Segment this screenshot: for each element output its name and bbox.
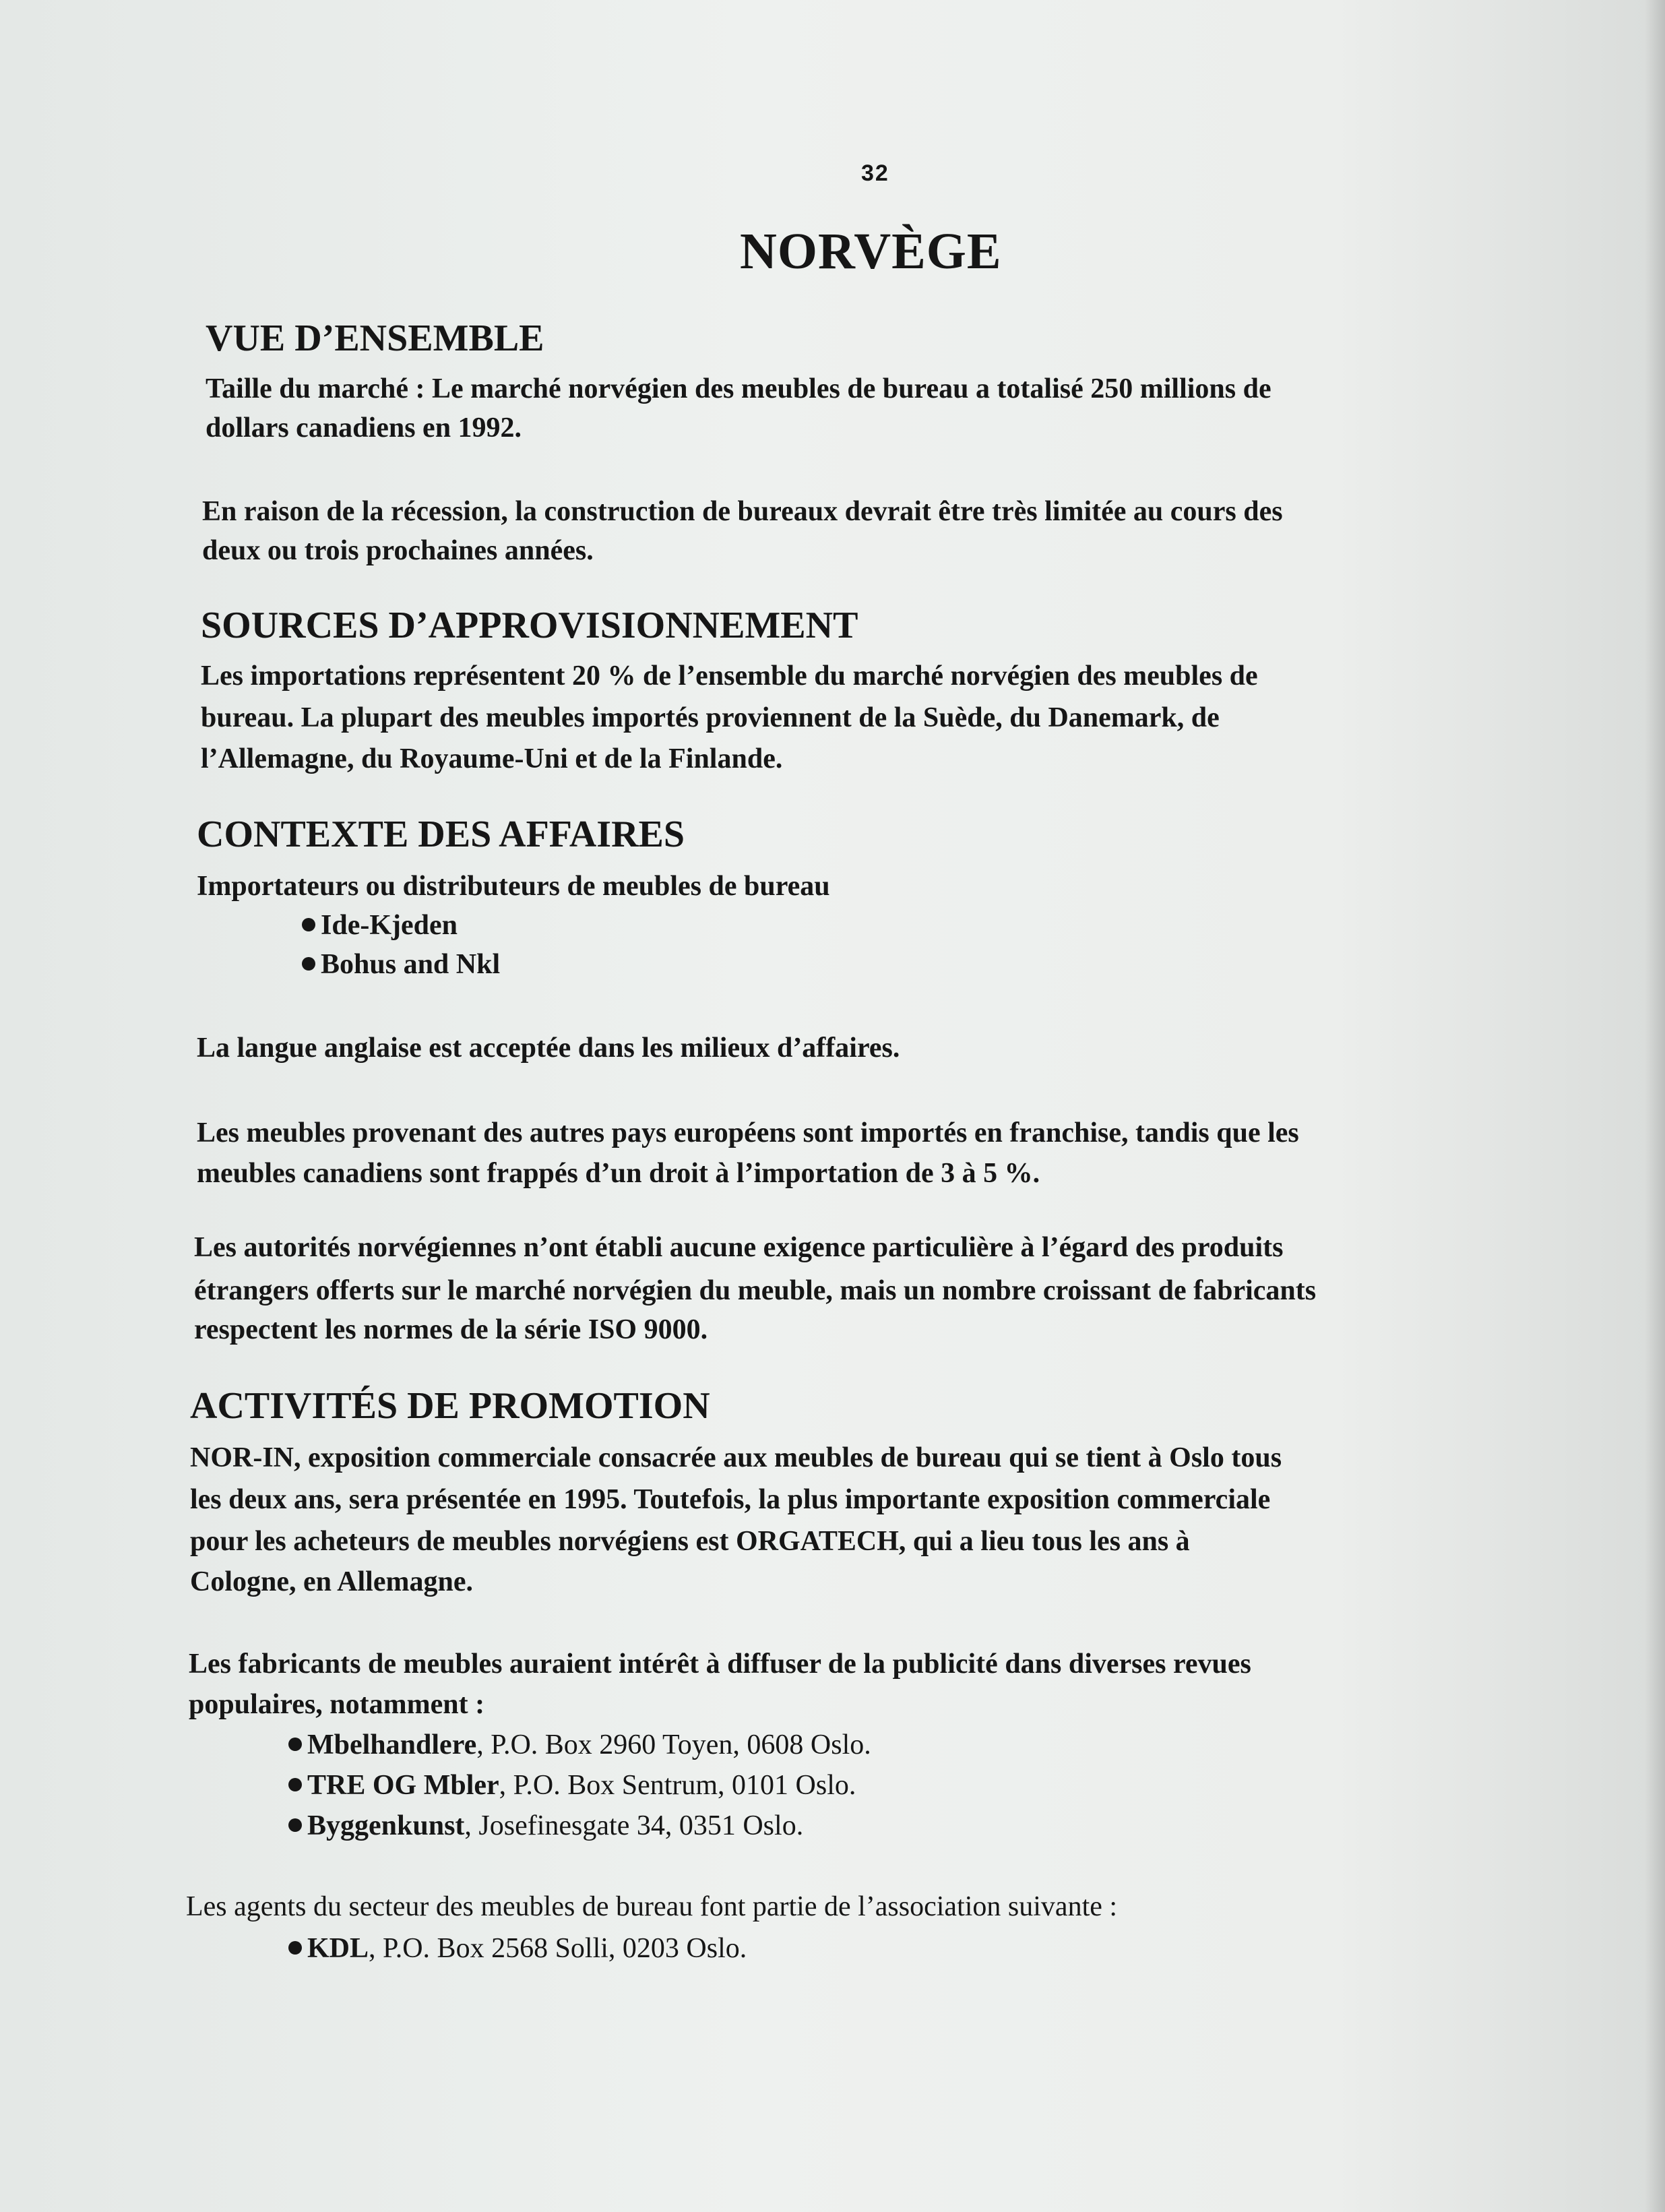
magazine-address: , P.O. Box 2960 Toyen, 0608 Oslo.: [476, 1729, 871, 1760]
association-name: KDL: [307, 1933, 369, 1964]
norms-paragraph-line: respectent les normes de la série ISO 9000.: [194, 1314, 708, 1345]
importer-list-item: [302, 945, 500, 984]
overview-paragraph-line: En raison de la récession, la construction de bureaux devrait être très limitée au cours des: [202, 496, 1283, 527]
magazine-address: , Josefinesgate 34, 0351 Oslo.: [464, 1810, 804, 1841]
overview-paragraph-line: dollars canadiens en 1992.: [206, 412, 522, 443]
importer-name: Bohus and Nkl: [321, 949, 501, 980]
agents-paragraph: Les agents du secteur des meubles de bureau font partie de l’association suivante :: [186, 1891, 1118, 1922]
magazine-list-item: [288, 1806, 803, 1845]
bullet-icon: [302, 957, 315, 971]
section-heading-business: CONTEXTE DES AFFAIRES: [197, 813, 685, 855]
language-paragraph: La langue anglaise est acceptée dans les milieux d’affaires.: [197, 1033, 900, 1064]
magazine-name: Mbelhandlere: [307, 1729, 477, 1760]
association-list-item: [288, 1929, 747, 1968]
section-heading-promotion: ACTIVITÉS DE PROMOTION: [190, 1385, 710, 1427]
promotion-paragraph-line: pour les acheteurs de meubles norvégiens est ORGATECH, qui a lieu tous les ans à: [190, 1526, 1190, 1557]
section-heading-supply: SOURCES D’APPROVISIONNEMENT: [201, 605, 858, 646]
magazine-name: TRE OG Mbler: [307, 1770, 499, 1801]
supply-paragraph-line: bureau. La plupart des meubles importés proviennent de la Suède, du Danemark, de: [201, 702, 1220, 733]
duty-paragraph-line: meubles canadiens sont frappés d’un droit à l’importation de 3 à 5 %.: [197, 1158, 1040, 1189]
bullet-icon: [288, 1818, 302, 1832]
magazine-list-item: [288, 1766, 856, 1805]
importers-subheading: Importateurs ou distributeurs de meubles de bureau: [197, 871, 830, 902]
magazine-name: Byggenkunst: [307, 1810, 465, 1841]
importer-list-item: [302, 906, 458, 945]
supply-paragraph-line: l’Allemagne, du Royaume-Uni et de la Finlande.: [201, 743, 783, 774]
page-title: NORVÈGE: [740, 223, 1002, 280]
supply-paragraph-line: Les importations représentent 20 % de l’ensemble du marché norvégien des meubles de: [201, 660, 1258, 692]
ads-paragraph-line: populaires, notamment :: [189, 1689, 485, 1720]
overview-paragraph-line: Taille du marché : Le marché norvégien des meubles de bureau a totalisé 250 millions de: [206, 373, 1271, 404]
page-edge-shadow: [1645, 0, 1665, 2212]
bullet-icon: [288, 1778, 302, 1791]
section-heading-overview: VUE D’ENSEMBLE: [206, 317, 544, 359]
promotion-paragraph-line: NOR-IN, exposition commerciale consacrée aux meubles de bureau qui se tient à Oslo tous: [190, 1442, 1282, 1473]
duty-paragraph-line: Les meubles provenant des autres pays européens sont importés en franchise, tandis que les: [197, 1117, 1299, 1148]
association-address: , P.O. Box 2568 Solli, 0203 Oslo.: [369, 1933, 747, 1964]
bullet-icon: [302, 918, 315, 931]
norms-paragraph-line: Les autorités norvégiennes n’ont établi aucune exigence particulière à l’égard des produits: [194, 1232, 1284, 1263]
norms-paragraph-line: étrangers offerts sur le marché norvégien du meuble, mais un nombre croissant de fabricants: [194, 1275, 1317, 1306]
promotion-paragraph-line: Cologne, en Allemagne.: [190, 1566, 473, 1597]
ads-paragraph-line: Les fabricants de meubles auraient intérêt à diffuser de la publicité dans diverses revues: [189, 1649, 1251, 1680]
bullet-icon: [288, 1738, 302, 1751]
page-number: 32: [861, 160, 889, 186]
magazine-list-item: [288, 1725, 871, 1764]
promotion-paragraph-line: les deux ans, sera présentée en 1995. Toutefois, la plus importante exposition commerciale: [190, 1484, 1271, 1515]
bullet-icon: [288, 1941, 302, 1955]
importer-name: Ide-Kjeden: [321, 910, 458, 941]
magazine-address: , P.O. Box Sentrum, 0101 Oslo.: [499, 1770, 856, 1801]
overview-paragraph-line: deux ou trois prochaines années.: [202, 535, 594, 566]
